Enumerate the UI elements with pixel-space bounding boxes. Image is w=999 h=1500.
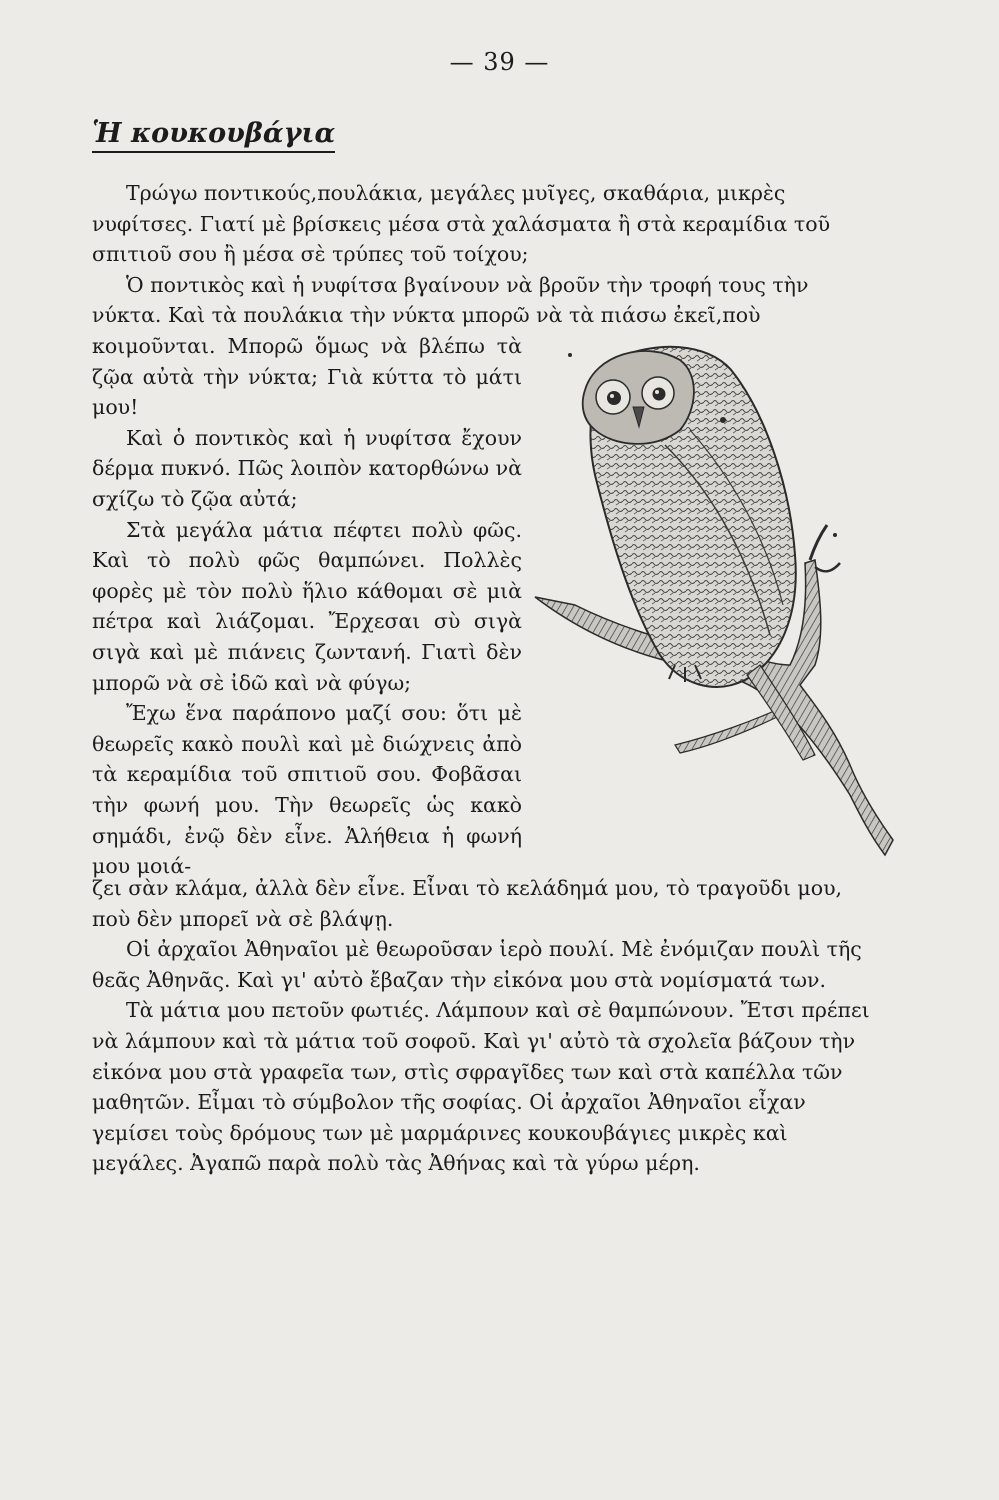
text-block-beside-owl [92,331,522,882]
paragraph: κοιμοῦνται. Μπορῶ ὅμως νὰ βλέπω τὰ ζῷα αὐτὰ τὴν νύκτα; Γιὰ κύττα τὸ μάτι μου! [92,334,522,420]
owl-body [583,347,815,760]
paragraph: Οἱ ἀρχαῖοι Ἀθηναῖοι μὲ θεωροῦσαν ἱερὸ πουλί. Μὲ ἐνόμιζαν πουλὶ τῆς θεᾶς Ἀθηνᾶς. Καὶ γι' αὐτὸ ἔβαζαν τὴν εἰκόνα μου στὰ νομίσματά των. [92,937,862,992]
paragraph: Στὰ μεγάλα μάτια πέφτει πολὺ φῶς. Καὶ τὸ πολὺ φῶς θαμπώνει. Πολλὲς φορὲς μὲ τὸν πολὺ ἥλιο κάθομαι σὲ μιὰ πέτρα καὶ λιάζομαι. Ἔρχεσαι σὺ σιγὰ σιγὰ καὶ μὲ πιάνεις ζωντανή. Γιατὶ δὲν μπορῶ νὰ σὲ ἰδῶ καὶ νὰ φύγω; [92,517,522,695]
paragraph: ζει σὰν κλάμα, ἀλλὰ δὲν εἶνε. Εἶναι τὸ κελάδημά μου, τὸ τραγοῦδι μου, ποὺ δὲν μπορεῖ νὰ σὲ βλάψῃ. [92,876,843,931]
paragraph: Ὁ ποντικὸς καὶ ἡ νυφίτσα βγαίνουν νὰ βροῦν τὴν τροφή τους τὴν νύκτα. Καὶ τὰ πουλάκια τὴν νύκτα μπορῶ νὰ τὰ πιάσω ἐκεῖ,ποὺ [92,272,809,328]
text-block-top [92,178,882,331]
chapter-title: Ἡ κουκουβάγια [92,118,335,153]
paragraph: Τρώγω ποντικούς,πουλάκια, μεγάλες μυῖγες, σκαθάρια, μικρὲς νυφίτσες. Γιατί μὲ βρίσκεις μέσα στὰ χαλάσματα ἢ στὰ κεραμίδια τοῦ σπιτιοῦ σου ἢ μέσα σὲ τρύπες τοῦ τοίχου; [92,181,831,267]
paragraph: Καὶ ὁ ποντικὸς καὶ ἡ νυφίτσα ἔχουν δέρμα πυκνό. Πῶς λοιπὸν κατορθώνω νὰ σχίζω τὸ ζῷα αὐτά; [92,425,522,511]
paragraph: Ἔχω ἕνα παράπονο μαζί σου: ὅτι μὲ θεωρεῖς κακὸ πουλὶ καὶ μὲ διώχνεις ἀπὸ τὰ κεραμίδια τοῦ σπιτιοῦ σου. Φοβᾶσαι τὴν φωνή μου. Τὴν θεωρεῖς ὡς κακὸ σημάδι, ἐνῷ δὲν εἶνε. Ἀλήθεια ἡ φωνή μου μοιά- [92,701,522,879]
owl-on-branch-illustration [515,335,895,860]
paragraph: Τὰ μάτια μου πετοῦν φωτιές. Λάμπουν καὶ σὲ θαμπώνουν. Ἔτσι πρέπει νὰ λάμπουν καὶ τὰ μάτια τοῦ σοφοῦ. Καὶ γι' αὐτὸ τὰ σχολεῖα βάζουν τὴν εἰκόνα μου στὰ γραφεῖα των, στὶς σφραγῖδες των καὶ στὰ καπέλλα τῶν μαθητῶν. Εἶμαι τὸ σύμβολον τῆς σοφίας. Οἱ ἀρχαῖοι Ἀθηναῖοι εἶχαν γεμίσει τοὺς δρόμους των μὲ μαρμάρινες κουκουβάγιες μικρὲς καὶ μεγάλες. Ἀγαπῶ παρὰ πολὺ τὰς Ἀθήνας καὶ τὰ γύρω μέρη. [92,998,870,1176]
page-number: — 39 — [449,48,550,76]
text-block-bottom [92,873,882,1179]
